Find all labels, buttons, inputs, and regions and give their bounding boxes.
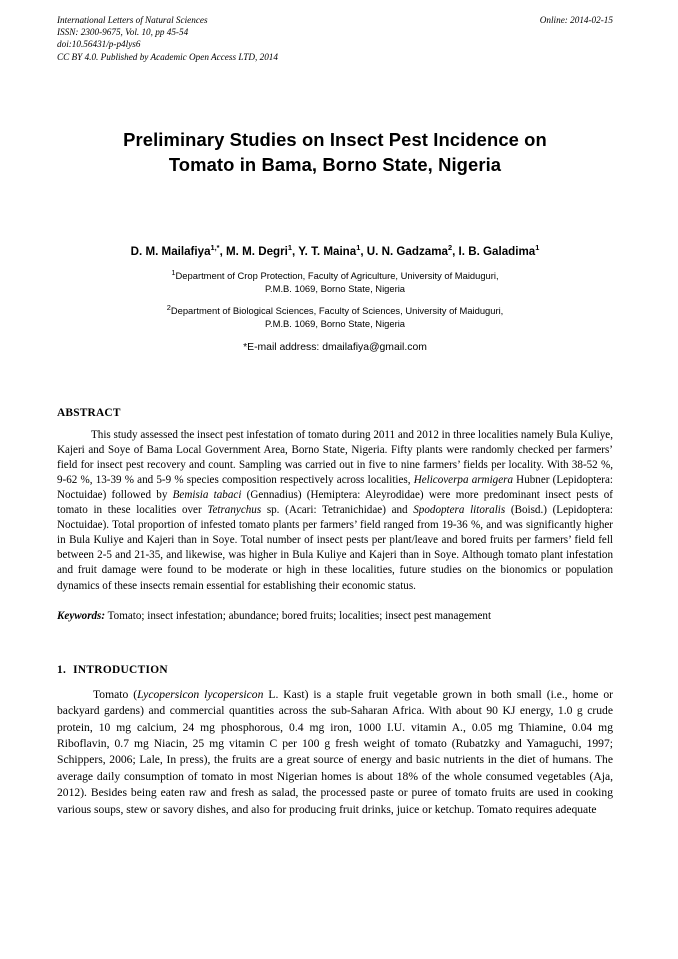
species-name-bemisia: Bemisia tabaci xyxy=(172,489,242,501)
abstract-heading: ABSTRACT xyxy=(57,406,121,419)
masthead xyxy=(57,14,613,63)
author-name: Y. T. Maina xyxy=(298,244,357,258)
online-date: Online: 2014-02-15 xyxy=(539,15,613,25)
section-number: 1. xyxy=(57,663,67,676)
author-name: U. N. Gadzama xyxy=(366,244,448,258)
intro-text-b: L. Kast) is a staple fruit vegetable grown in both small (i.e., home or backyard gardens) and commercial quantities across the sub-Saharan Africa. With about 90 KJ energy, 1.0 g crude protein, 10 mg calcium, 24 mg phosphorous, 0.4 mg iron, 1000 I.U. vitamin A., 0.05 mg Thiamine, 0.04 mg Riboflavin, 0.7 mg Niacin, 25 mg vitamin C per 100 g fresh weight of tomato (Rubatzky and Yamaguchi, 1997; Schippers, 2006; Lale, In press), the fruits are a great source of energy and basic nutrients in the diet of humans. The average daily consumption of tomato in most Nigerian homes is about 18% of the whole consumed vegetables (Aja, 2012). Besides being eaten raw and fresh as salad, the processed paste or puree of tomato fruits are used in cooking various soups, stew or savory dishes, and also for producing fruit drinks, juice or ketchup. Tomato requires adequate xyxy=(57,687,613,816)
affiliation-line xyxy=(57,269,613,282)
author-separator: , xyxy=(360,244,367,258)
author-sup: 1 xyxy=(287,242,292,252)
author-entry xyxy=(298,242,361,258)
author-entry xyxy=(458,242,540,258)
introduction-paragraph xyxy=(57,687,613,818)
page-content xyxy=(57,14,613,830)
abstract-text-b: Hubner (Lepidoptera: Noctuidae) followed by xyxy=(57,473,613,501)
author-separator: , xyxy=(452,244,459,258)
masthead-journal-row xyxy=(57,14,613,26)
affiliation-address: P.M.B. 1069, Borno State, Nigeria xyxy=(264,318,405,330)
author-entry xyxy=(130,242,220,258)
author-separator: , xyxy=(219,244,227,258)
affiliation-1 xyxy=(57,269,613,295)
affiliation-block xyxy=(57,269,613,331)
journal-name: International Letters of Natural Sciences xyxy=(57,15,208,25)
author-name: M. M. Degri xyxy=(226,244,288,258)
title-line-1: Preliminary Studies on Insect Pest Incidence on xyxy=(123,128,547,150)
author-separator: , xyxy=(291,244,299,258)
author-sup: 1 xyxy=(535,242,540,252)
abstract-paragraph xyxy=(57,428,613,594)
author-sup: 2 xyxy=(447,242,453,252)
affiliation-address: P.M.B. 1069, Borno State, Nigeria xyxy=(264,283,405,295)
intro-text-a: Tomato ( xyxy=(93,687,138,701)
author-name: I. B. Galadima xyxy=(458,244,536,258)
affiliation-sup: 2 xyxy=(166,303,171,313)
affiliation-line xyxy=(57,304,613,317)
keywords-text: Tomato; insect infestation; abundance; bored fruits; localities; insect pest management xyxy=(105,609,492,622)
keywords-label: Keywords: xyxy=(57,609,106,622)
abstract-text-c: (Gennadius) (Hemiptera: Aleyrodidae) were more predominant insect pests of tomato in these localities over xyxy=(57,489,613,517)
correspondence-email: *E-mail address: dmailafiya@gmail.com xyxy=(243,341,427,353)
species-name-tetranychus: Tetranychus xyxy=(207,504,262,517)
abstract-text-d: sp. (Acari: Tetranichidae) and xyxy=(261,504,414,517)
affiliation-2 xyxy=(57,304,613,330)
section-title: INTRODUCTION xyxy=(73,663,168,676)
species-name-spodoptera: Spodoptera litoralis xyxy=(413,504,506,517)
abstract-text-e: (Boisd.) (Lepidoptera: Noctuidae). Total proportion of infested tomato plants per farmers’ field ranged from 19-36 %, and was significantly higher in Bula Kuliye and Kajeri than in Soye. Total number of insect pests per plant/leave and bored fruits per farmers’ field fell between 2-5 and 21-35, and likewise, was higher in Bula Kuliye and Kajeri than in Soye. Although tomato plant infestation and fruit damage were found to be moderate or high in these localities, future studies on the bionomics or population dynamics of these insects remain essential for establishing their economic status. xyxy=(57,504,613,592)
section-heading-introduction xyxy=(57,664,613,676)
affiliation-sup: 1 xyxy=(171,267,176,277)
license-line: CC BY 4.0. Published by Academic Open Access LTD, 2014 xyxy=(57,51,278,62)
author-entry xyxy=(226,242,292,258)
author-sup: 1,* xyxy=(210,242,220,252)
species-name-helicoverpa: Helicoverpa armigera xyxy=(413,473,513,486)
author-entry xyxy=(366,242,453,258)
abstract-text-a: This study assessed the insect pest infestation of tomato during 2011 and 2012 in three localities namely Bula Kuliye, Kajeri and Soye of Bama Local Government Area, Borno State, Nigeria. Fifty plants were randomly checked per farmers’ field for insect pest recovery and count. Sampling was carried out in five to nine farmers’ fields per locality. With 38-52 %, 9-62 %, 13-39 % and 5-9 % species composition respectively across localities, xyxy=(57,428,613,486)
author-sup: 1 xyxy=(356,242,361,252)
author-name: D. M. Mailafiya xyxy=(130,244,211,258)
affiliation-text: Department of Biological Sciences, Faculty of Sciences, University of Maiduguri, xyxy=(170,305,504,317)
keywords-line xyxy=(57,609,613,624)
issn-line: ISSN: 2300-9675, Vol. 10, pp 45-54 xyxy=(57,27,189,38)
page-title xyxy=(57,127,613,177)
title-line-2: Tomato in Bama, Borno State, Nigeria xyxy=(168,153,502,175)
species-name-lycopersicon: Lycopersicon lycopersicon xyxy=(137,687,264,701)
affiliation-text: Department of Crop Protection, Faculty of Agriculture, University of Maiduguri, xyxy=(175,269,499,281)
author-list xyxy=(57,244,613,259)
doi-line: doi:10.56431/p-p4lys6 xyxy=(57,39,141,50)
